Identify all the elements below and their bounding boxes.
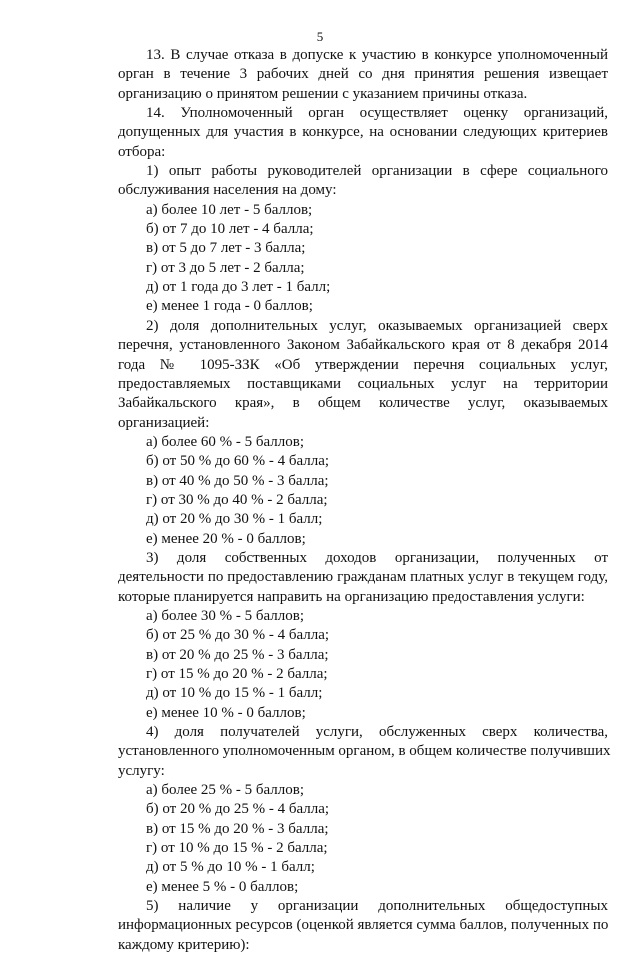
- text-line: обслуживания населения на дому:: [118, 182, 337, 199]
- text-line: а) более 60 % - 5 баллов;: [146, 433, 305, 450]
- text-line: 4) доля получателей услуги, обслуженных сверх количества,: [146, 724, 608, 741]
- text-line: Забайкальского края», в общем количестве услуг, оказываемых: [118, 395, 608, 412]
- text-line: 1) опыт работы руководителей организации в сфере социального: [146, 163, 608, 180]
- text-line: д) от 1 года до 3 лет - 1 балл;: [146, 279, 331, 296]
- text-line: 3) доля собственных доходов организации, полученных от: [146, 549, 608, 566]
- text-line: каждому критерию):: [118, 936, 250, 953]
- text-line: б) от 50 % до 60 % - 4 балла;: [146, 453, 330, 470]
- text-line: отбора:: [118, 143, 166, 160]
- text-line: б) от 7 до 10 лет - 4 балла;: [146, 221, 314, 238]
- text-line: в) от 15 % до 20 % - 3 балла;: [146, 820, 329, 837]
- text-line: 2) доля дополнительных услуг, оказываемых организацией сверх: [146, 317, 608, 334]
- text-line: организацией:: [118, 414, 210, 431]
- text-line: е) менее 20 % - 0 баллов;: [146, 530, 306, 547]
- text-line: г) от 3 до 5 лет - 2 балла;: [146, 259, 305, 276]
- text-line: в) от 40 % до 50 % - 3 балла;: [146, 472, 329, 489]
- text-line: орган в течение 3 рабочих дней со дня принятия решения извещает: [118, 66, 608, 83]
- text-line: организацию о принятом решении с указанием причины отказа.: [118, 85, 528, 102]
- text-line: е) менее 5 % - 0 баллов;: [146, 878, 299, 895]
- text-line: д) от 5 % до 10 % - 1 балл;: [146, 859, 315, 876]
- page-number: 5: [316, 29, 324, 44]
- document-body: [118, 46, 611, 955]
- text-line: в) от 5 до 7 лет - 3 балла;: [146, 240, 306, 257]
- text-line: предоставляемых поставщиками социальных услуг на территории: [118, 375, 608, 392]
- text-line: в) от 20 % до 25 % - 3 балла;: [146, 646, 329, 663]
- text-line: е) менее 10 % - 0 баллов;: [146, 704, 306, 721]
- text-line: 5) наличие у организации дополнительных общедоступных: [146, 898, 608, 915]
- text-line: которые планируется направить на организацию предоставления услуги:: [118, 588, 585, 605]
- text-line: г) от 10 % до 15 % - 2 балла;: [146, 840, 328, 857]
- text-line: деятельности по предоставлению гражданам платных услуг в текущем году,: [118, 569, 608, 586]
- text-line: б) от 20 % до 25 % - 4 балла;: [146, 801, 330, 818]
- text-line: 14. Уполномоченный орган осуществляет оценку организаций,: [146, 105, 608, 122]
- text-line: допущенных для участия в конкурсе, на основании следующих критериев: [118, 124, 608, 141]
- text-line: а) более 25 % - 5 баллов;: [146, 782, 305, 799]
- text-line: д) от 20 % до 30 % - 1 балл;: [146, 511, 323, 528]
- text-line: а) более 30 % - 5 баллов;: [146, 607, 305, 624]
- text-line: е) менее 1 года - 0 баллов;: [146, 298, 313, 315]
- text-line: установленного уполномоченным органом, в общем количестве получивших: [118, 743, 611, 760]
- text-line: г) от 30 % до 40 % - 2 балла;: [146, 491, 328, 508]
- text-line: б) от 25 % до 30 % - 4 балла;: [146, 627, 330, 644]
- text-line: информационных ресурсов (оценкой является сумма баллов, полученных по: [118, 917, 609, 934]
- text-line: года № 1095-ЗЗК «Об утверждении перечня социальных услуг,: [118, 356, 608, 373]
- text-line: г) от 15 % до 20 % - 2 балла;: [146, 666, 328, 682]
- text-line: а) более 10 лет - 5 баллов;: [146, 201, 313, 218]
- text-line: перечня, установленного Законом Забайкальского края от 8 декабря 2014: [118, 337, 608, 354]
- text-line: 13. В случае отказа в допуске к участию в конкурсе уполномоченный: [146, 47, 608, 63]
- text-line: д) от 10 % до 15 % - 1 балл;: [146, 685, 323, 702]
- text-line: услугу:: [118, 762, 165, 779]
